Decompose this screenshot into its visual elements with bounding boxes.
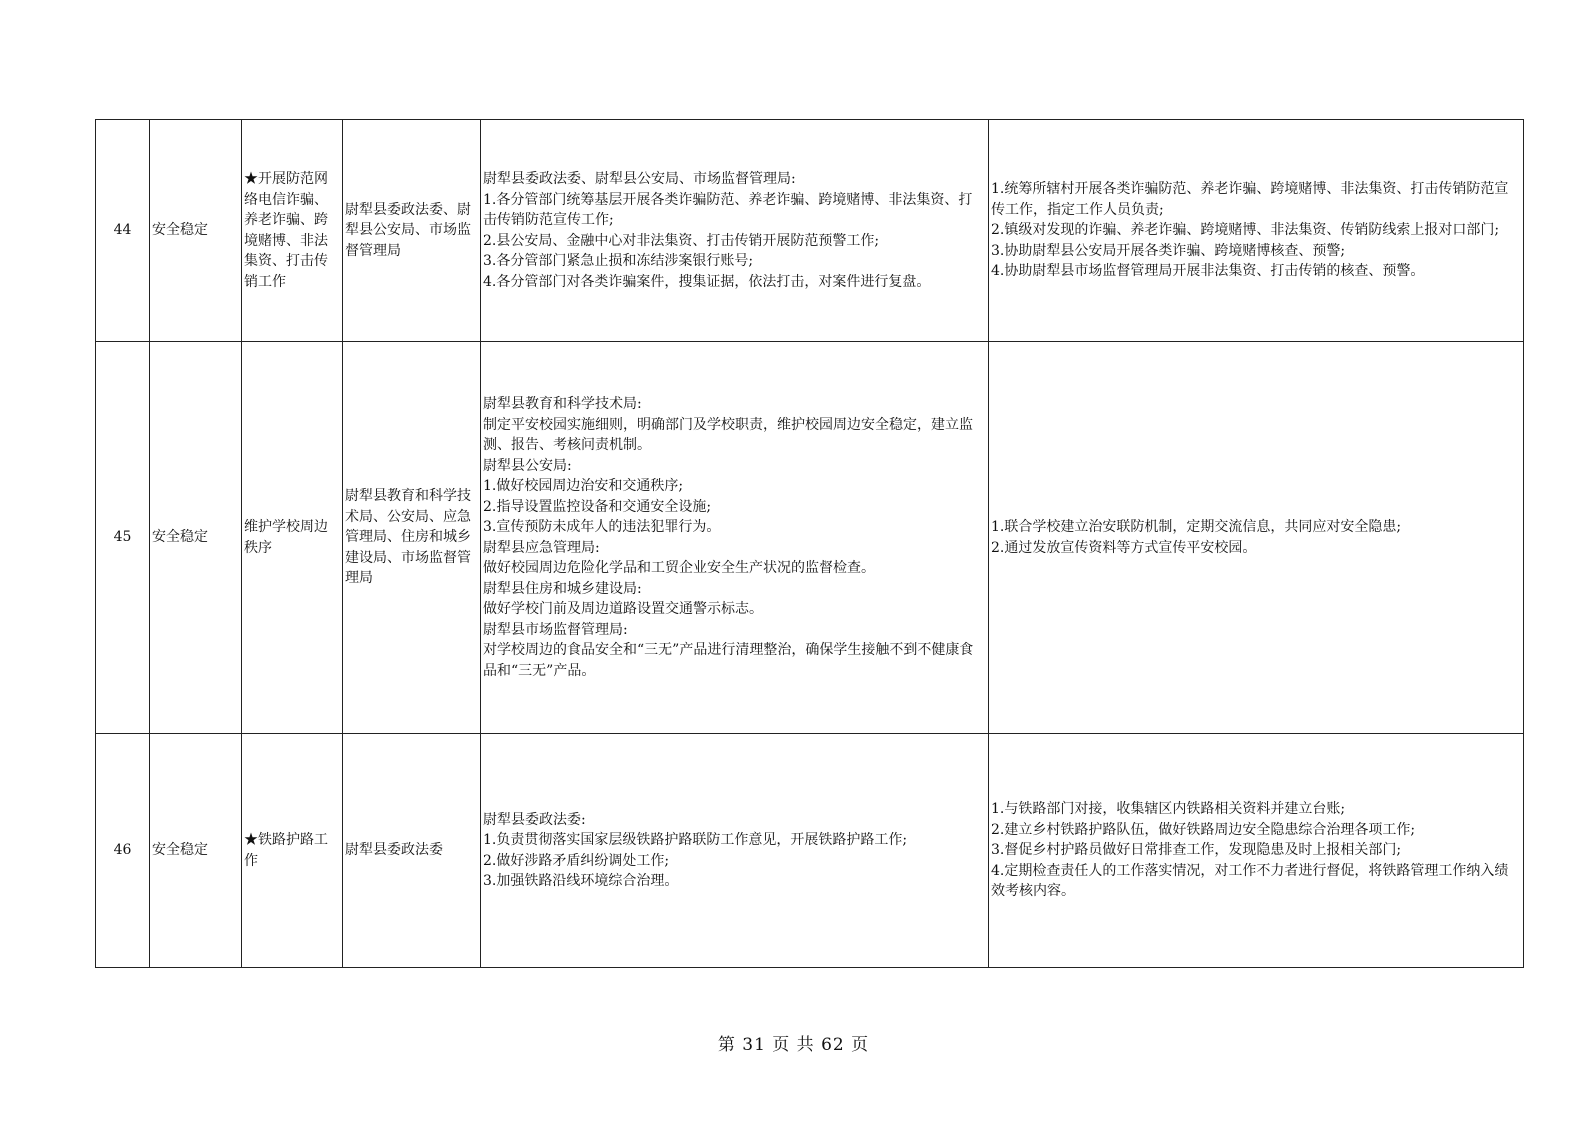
county-duty-line: 尉犁县委政法委: bbox=[483, 811, 586, 828]
row-task: 维护学校周边秩序 bbox=[242, 342, 343, 734]
town-duty-line: 4.协助尉犁县市场监督管理局开展非法集资、打击传销的核查、预警。 bbox=[991, 263, 1425, 280]
town-duty-line: 4.定期检查责任人的工作落实情况，对工作不力者进行督促，将铁路管理工作纳入绩效考核内容。 bbox=[991, 862, 1509, 900]
town-duties-cell bbox=[989, 342, 1524, 734]
row-departments: 尉犁县委政法委、尉犁县公安局、市场监督管理局 bbox=[343, 120, 481, 342]
town-duties-cell bbox=[989, 120, 1524, 342]
town-duty-line: 1.联合学校建立治安联防机制，定期交流信息，共同应对安全隐患; bbox=[991, 519, 1402, 535]
row-departments: 尉犁县委政法委 bbox=[343, 734, 481, 968]
county-duty-line: 1.负责贯彻落实国家层级铁路护路联防工作意见，开展铁路护路工作; bbox=[483, 832, 908, 848]
county-duties-cell bbox=[481, 120, 989, 342]
town-duties-cell bbox=[989, 734, 1524, 968]
row-number: 45 bbox=[96, 342, 150, 734]
town-duty-line: 2.镇级对发现的诈骗、养老诈骗、跨境赌博、非法集资、传销防线索上报对口部门; bbox=[991, 222, 1500, 239]
county-duty-line: 3.加强铁路沿线环境综合治理。 bbox=[483, 873, 679, 889]
county-duty-line: 3.宣传预防未成年人的违法犯罪行为。 bbox=[483, 519, 721, 535]
county-duty-line: 尉犁县公安局: bbox=[483, 457, 572, 474]
row-departments: 尉犁县教育和科学技术局、公安局、应急管理局、住房和城乡建设局、市场监督管理局 bbox=[343, 342, 481, 734]
row-category: 安全稳定 bbox=[150, 120, 242, 342]
county-duty-line: 尉犁县市场监督管理局: bbox=[483, 621, 628, 638]
row-task: ★铁路护路工作 bbox=[242, 734, 343, 968]
county-duty-line: 1.做好校园周边治安和交通秩序; bbox=[483, 478, 684, 494]
town-duty-line: 1.统筹所辖村开展各类诈骗防范、养老诈骗、跨境赌博、非法集资、打击传销防范宣传工作，指定工作人员负责; bbox=[991, 181, 1509, 218]
table-row bbox=[96, 120, 1524, 342]
row-category: 安全稳定 bbox=[150, 734, 242, 968]
town-duty-line: 2.通过发放宣传资料等方式宣传平安校园。 bbox=[991, 539, 1257, 556]
duty-table bbox=[95, 119, 1524, 968]
county-duty-line: 2.做好涉路矛盾纠纷调处工作; bbox=[483, 852, 670, 869]
county-duty-line: 制定平安校园实施细则，明确部门及学校职责，维护校园周边安全稳定，建立监测、报告、考核问责机制。 bbox=[483, 416, 973, 453]
county-duty-line: 对学校周边的食品安全和“三无”产品进行清理整治，确保学生接触不到不健康食品和“三无”产品。 bbox=[483, 642, 974, 679]
county-duty-line: 2.指导设置监控设备和交通安全设施; bbox=[483, 498, 712, 515]
county-duty-line: 做好校园周边危险化学品和工贸企业安全生产状况的监督检查。 bbox=[483, 560, 875, 576]
county-duty-line: 2.县公安局、金融中心对非法集资、打击传销开展防范预警工作; bbox=[483, 232, 880, 249]
county-duty-line: 1.各分管部门统筹基层开展各类诈骗防范、养老诈骗、跨境赌博、非法集资、打击传销防范宣传工作; bbox=[483, 191, 973, 228]
county-duty-line: 尉犁县教育和科学技术局: bbox=[483, 396, 642, 412]
county-duty-line: 尉犁县住房和城乡建设局: bbox=[483, 580, 642, 597]
row-category: 安全稳定 bbox=[150, 342, 242, 734]
town-duty-line: 1.与铁路部门对接，收集辖区内铁路相关资料并建立台账; bbox=[991, 801, 1346, 818]
town-duty-line: 3.督促乡村护路员做好日常排查工作，发现隐患及时上报相关部门; bbox=[991, 842, 1402, 859]
page-footer: 第 31 页 共 62 页 bbox=[717, 1035, 870, 1055]
county-duty-line: 做好学校门前及周边道路设置交通警示标志。 bbox=[483, 601, 763, 617]
row-number: 44 bbox=[96, 120, 150, 342]
county-duty-line: 3.各分管部门紧急止损和冻结涉案银行账号; bbox=[483, 253, 754, 269]
table-row bbox=[96, 342, 1524, 734]
row-task: ★开展防范网络电信诈骗、养老诈骗、跨境赌博、非法集资、打击传销工作 bbox=[242, 120, 343, 342]
county-duties-cell bbox=[481, 342, 989, 734]
county-duty-line: 尉犁县应急管理局: bbox=[483, 539, 600, 556]
county-duties-cell bbox=[481, 734, 989, 968]
town-duty-line: 2.建立乡村铁路护路队伍，做好铁路周边安全隐患综合治理各项工作; bbox=[991, 821, 1416, 838]
row-number: 46 bbox=[96, 734, 150, 968]
town-duty-line: 3.协助尉犁县公安局开展各类诈骗、跨境赌博核查、预警; bbox=[991, 242, 1346, 259]
table-row bbox=[96, 734, 1524, 968]
county-duty-line: 4.各分管部门对各类诈骗案件，搜集证据，依法打击，对案件进行复盘。 bbox=[483, 273, 931, 290]
county-duty-line: 尉犁县委政法委、尉犁县公安局、市场监督管理局: bbox=[483, 171, 796, 187]
